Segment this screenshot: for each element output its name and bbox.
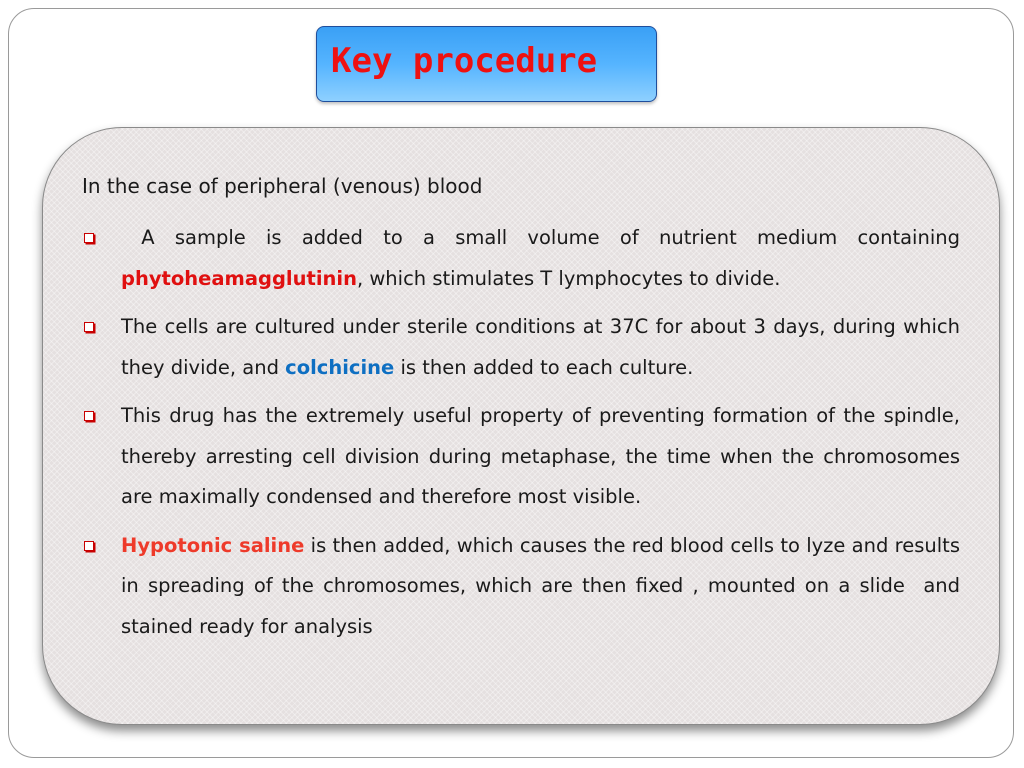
slide-title: Key procedure	[331, 41, 598, 81]
bullet-text: A sample is added to a small volume of nutrient medium containing	[121, 226, 967, 249]
hollow-square-bullet-icon	[84, 411, 94, 421]
bullet-item-1	[82, 218, 967, 299]
title-box	[316, 26, 657, 102]
highlight-phytoheamagglutinin: phytoheamagglutinin	[121, 266, 357, 290]
hollow-square-bullet-icon	[84, 322, 94, 332]
bullet-text: is then added, which causes the red blood cells to lyze and results in spreading of the chromosomes, which are then fixed , mounted on a slide and stained ready for analysis	[121, 533, 967, 638]
bullet-text: is then added to each culture.	[394, 355, 694, 379]
bullet-list	[82, 218, 967, 655]
intro-text: In the case of peripheral (venous) blood	[82, 174, 483, 198]
bullet-text: This drug has the extremely useful property of preventing formation of the spindle, thereby arresting cell division during metaphase, the time when the chromosomes are maximally condensed and therefore most visible.	[121, 404, 960, 508]
bullet-text: The cells are cultured under sterile conditions at 37C for about 3 days, during which they divide, and	[121, 315, 967, 379]
bullet-text: , which stimulates T lymphocytes to divide.	[356, 266, 781, 290]
hollow-square-bullet-icon	[84, 541, 94, 551]
bullet-item-3	[82, 396, 960, 518]
bullet-item-4	[82, 526, 967, 648]
bullet-item-2	[82, 307, 967, 388]
highlight-colchicine: colchicine	[285, 355, 395, 379]
highlight-hypotonic-saline: Hypotonic saline	[121, 533, 305, 557]
hollow-square-bullet-icon	[84, 233, 94, 243]
